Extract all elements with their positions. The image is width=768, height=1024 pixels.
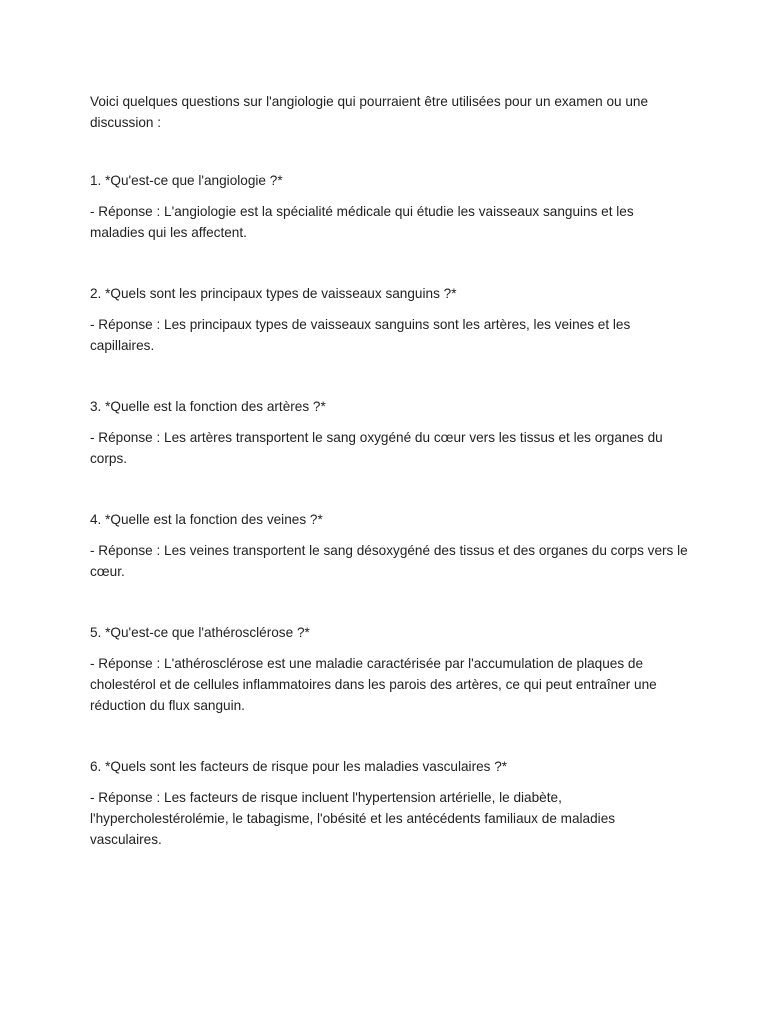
answer-1: - Réponse : L'angiologie est la spécialité médicale qui étudie les vaisseaux sanguins et les maladies qui les affectent. [90, 204, 634, 240]
answer-5: - Réponse : L'athérosclérose est une maladie caractérisée par l'accumulation de plaques de cholestérol et de cellules inflammatoires dans les parois des artères, ce qui peut entraîner une réduction du flux sanguin. [90, 656, 657, 713]
answer-4: - Réponse : Les veines transportent le sang désoxygéné des tissus et des organes du corps vers le cœur. [90, 543, 688, 579]
qa-item-3 [90, 396, 690, 469]
question-3: 3. *Quelle est la fonction des artères ?* [90, 399, 326, 414]
qa-item-5 [90, 622, 690, 716]
document-page [90, 91, 690, 850]
qa-item-6 [90, 756, 690, 850]
question-2: 2. *Quels sont les principaux types de vaisseaux sanguins ?* [90, 286, 457, 301]
question-6: 6. *Quels sont les facteurs de risque pour les maladies vasculaires ?* [90, 759, 508, 774]
question-4: 4. *Quelle est la fonction des veines ?* [90, 512, 323, 527]
answer-2: - Réponse : Les principaux types de vaisseaux sanguins sont les artères, les veines et les capillaires. [90, 317, 631, 353]
question-1: 1. *Qu'est-ce que l'angiologie ?* [90, 173, 283, 188]
qa-item-4 [90, 509, 690, 582]
question-5: 5. *Qu'est-ce que l'athérosclérose ?* [90, 625, 310, 640]
qa-item-1 [90, 170, 690, 243]
answer-3: - Réponse : Les artères transportent le sang oxygéné du cœur vers les tissus et les organes du corps. [90, 430, 663, 466]
qa-item-2 [90, 283, 690, 356]
intro-paragraph: Voici quelques questions sur l'angiologie qui pourraient être utilisées pour un examen ou une discussion : [90, 94, 649, 130]
answer-6: - Réponse : Les facteurs de risque incluent l'hypertension artérielle, le diabète, l'hypercholestérolémie, le tabagisme, l'obésité et les antécédents familiaux de maladies vasculaires. [90, 790, 616, 847]
